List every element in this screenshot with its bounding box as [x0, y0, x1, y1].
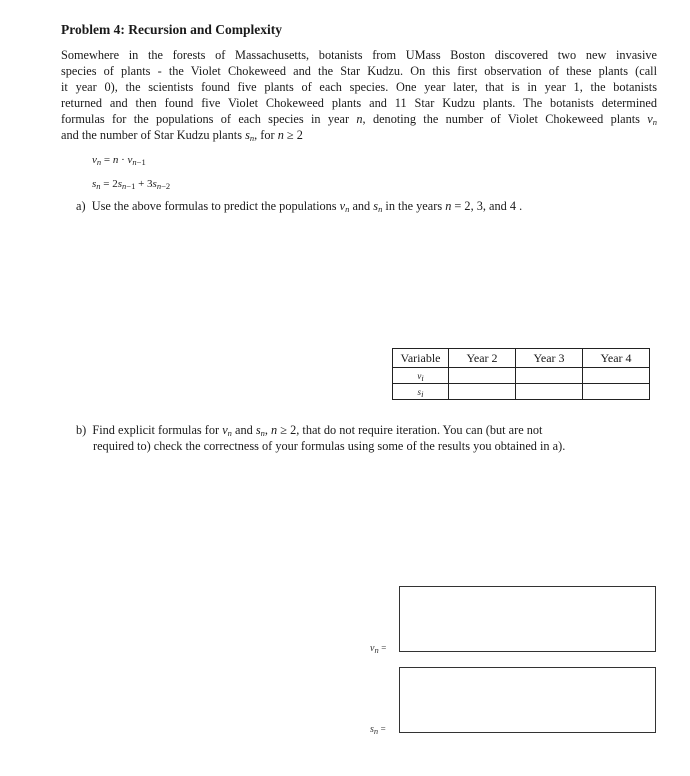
variable-cell-s: $s_i$ [393, 384, 449, 400]
problem-title: Problem 4: Recursion and Complexity [61, 22, 282, 37]
part-b-question: b) Find explicit formulas for $v_n$ and $s_n$, n ≥ 2, that do not require iteration. You can (but are not required to) check the correctness of your formulas using some of the results you obtained in a). [76, 423, 566, 453]
answer-cell-s-year3[interactable] [516, 384, 583, 400]
table-header-year-3: Year 3 [516, 349, 583, 368]
description-line: formulas for the populations of each species in year n, denoting the number of Violet Chokeweed plants $v_n$ [61, 112, 657, 127]
description-line: species of plants - the Violet Chokeweed and the Star Kudzu. On this first observation of these plants (call [61, 64, 657, 78]
part-a-question: a) Use the above formulas to predict the populations $v_n$ and $s_n$ in the years n = 2, 3, and 4 . [76, 199, 523, 214]
table-row [393, 384, 650, 400]
description-line: and the number of Star Kudzu plants $s_n$, for n ≥ 2 [61, 128, 303, 143]
answer-label-v: $v_n$ = [370, 643, 387, 655]
table-header-row [393, 349, 650, 368]
problem-description [61, 47, 657, 143]
answer-cell-s-year4[interactable] [583, 384, 650, 400]
table-header-variable: Variable [393, 349, 449, 368]
answer-cell-v-year2[interactable] [449, 368, 516, 384]
description-line: it year 0), the scientists found five plants of each species. One year later, that is in year 1, the botanists [61, 80, 657, 94]
table-header-year-2: Year 2 [449, 349, 516, 368]
table-header-year-4: Year 4 [583, 349, 650, 368]
answer-box-s[interactable] [399, 667, 656, 733]
answer-cell-s-year2[interactable] [449, 384, 516, 400]
answer-cell-v-year3[interactable] [516, 368, 583, 384]
description-line: Somewhere in the forests of Massachusetts, botanists from UMass Boston discovered two new invasive [61, 48, 657, 62]
answer-box-v[interactable] [399, 586, 656, 652]
recurrence-s: $s_n = 2s_{n-1} + 3s_{n-2}$ [92, 178, 171, 191]
variable-cell-v: $v_i$ [393, 368, 449, 384]
description-line: returned and then found five Violet Chokeweed plants and 11 Star Kudzu plants. The botanists determined [61, 96, 657, 110]
answer-cell-v-year4[interactable] [583, 368, 650, 384]
recurrence-v: $v_n = n \cdot v_{n-1}$ [92, 154, 146, 167]
population-table [392, 348, 650, 400]
answer-label-s: $s_n$ = [370, 724, 386, 736]
table-row [393, 368, 650, 384]
